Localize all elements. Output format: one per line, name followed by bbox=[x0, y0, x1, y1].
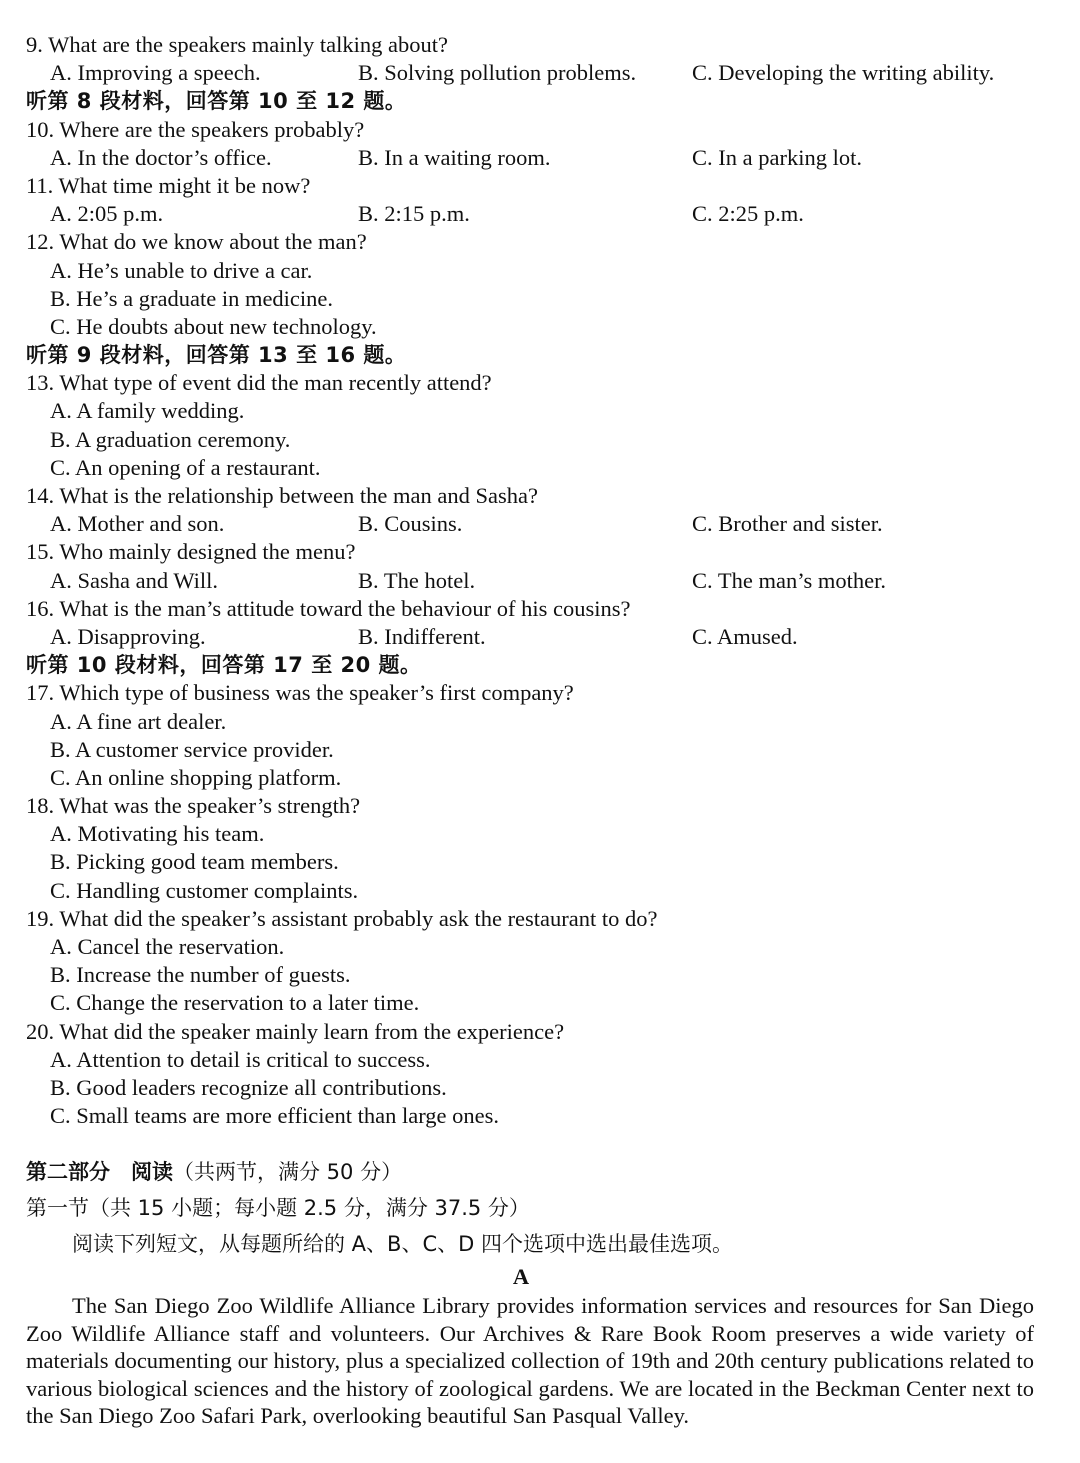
q10-option-c: C. In a parking lot. bbox=[692, 144, 862, 170]
section-1-heading: 第一节（共 15 小题；每小题 2.5 分，满分 37.5 分） bbox=[26, 1196, 530, 1221]
passage-label: A bbox=[512, 1264, 530, 1290]
q13-option-a: A. A family wedding. bbox=[50, 398, 245, 424]
q20-option-c: C. Small teams are more efficient than large ones. bbox=[50, 1103, 500, 1129]
q16-option-b: B. Indifferent. bbox=[358, 623, 486, 649]
question-10-options bbox=[26, 144, 1036, 172]
q19-option-a: A. Cancel the reservation. bbox=[50, 934, 285, 959]
question-11: 11. What time might it be now? bbox=[26, 172, 311, 198]
q14-option-c: C. Brother and sister. bbox=[692, 511, 883, 537]
question-15: 15. Who mainly designed the menu? bbox=[26, 539, 356, 565]
question-14: 14. What is the relationship between the man and Sasha? bbox=[26, 483, 538, 508]
part-2-score: （共两节，满分 50 分） bbox=[173, 1160, 403, 1185]
q17-option-b: B. A customer service provider. bbox=[50, 736, 334, 762]
question-20: 20. What did the speaker mainly learn from the experience? bbox=[26, 1018, 565, 1044]
q9-option-b: B. Solving pollution problems. bbox=[358, 60, 637, 86]
q14-option-b: B. Cousins. bbox=[358, 511, 463, 537]
question-15-options bbox=[26, 567, 1036, 595]
q20-option-a: A. Attention to detail is critical to success. bbox=[50, 1046, 431, 1072]
question-14-options bbox=[26, 510, 1036, 538]
q13-option-c: C. An opening of a restaurant. bbox=[50, 454, 321, 480]
q16-option-c: C. Amused. bbox=[692, 623, 798, 649]
q12-option-a: A. He’s unable to drive a car. bbox=[50, 257, 313, 283]
question-10: 10. Where are the speakers probably? bbox=[26, 116, 365, 142]
q12-option-c: C. He doubts about new technology. bbox=[50, 313, 377, 339]
q19-option-b: B. Increase the number of guests. bbox=[50, 962, 351, 988]
section-8-heading: 听第 8 段材料，回答第 10 至 12 题。 bbox=[26, 89, 407, 114]
part-2-heading bbox=[26, 1154, 1036, 1190]
q13-option-b: B. A graduation ceremony. bbox=[50, 426, 291, 452]
exam-page bbox=[26, 31, 1036, 1430]
question-16: 16. What is the man’s attitude toward the behaviour of his cousins? bbox=[26, 595, 631, 621]
q18-option-a: A. Motivating his team. bbox=[50, 821, 265, 847]
q16-option-a: A. Disapproving. bbox=[50, 623, 206, 649]
q17-option-c: C. An online shopping platform. bbox=[50, 764, 342, 790]
question-19: 19. What did the speaker’s assistant probably ask the restaurant to do? bbox=[26, 905, 658, 931]
reading-instruction: 阅读下列短文，从每题所给的 A、B、C、D 四个选项中选出最佳选项。 bbox=[72, 1232, 733, 1257]
question-9: 9. What are the speakers mainly talking about? bbox=[26, 32, 448, 57]
part-2-title: 第二部分 阅读 bbox=[26, 1160, 173, 1185]
question-18: 18. What was the speaker’s strength? bbox=[26, 793, 361, 819]
q9-option-c: C. Developing the writing ability. bbox=[692, 60, 995, 86]
q18-option-b: B. Picking good team members. bbox=[50, 849, 339, 875]
q14-option-a: A. Mother and son. bbox=[50, 511, 225, 537]
question-11-options bbox=[26, 200, 1036, 228]
q10-option-b: B. In a waiting room. bbox=[358, 144, 551, 170]
passage-a-text: The San Diego Zoo Wildlife Alliance Library provides information services and resources for San Diego Zoo Wildlife Alliance staff and volunteers. Our Archives & Rare Book Room preserves a wide variety of materials documenting our history, plus a specialized collection of 19th and 20th century publications related to various biological sciences and the history of zoological gardens. We are located in the Beckman Center next to the San Diego Zoo Safari Park, overlooking beautiful San Pasqual Valley. bbox=[26, 1293, 1034, 1429]
q19-option-c: C. Change the reservation to a later time. bbox=[50, 990, 420, 1016]
q20-option-b: B. Good leaders recognize all contributions. bbox=[50, 1074, 447, 1100]
question-16-options bbox=[26, 623, 1036, 651]
q11-option-b: B. 2:15 p.m. bbox=[358, 201, 470, 227]
question-17: 17. Which type of business was the speaker’s first company? bbox=[26, 680, 574, 706]
question-12: 12. What do we know about the man? bbox=[26, 229, 367, 255]
question-9-options bbox=[26, 59, 1036, 87]
q18-option-c: C. Handling customer complaints. bbox=[50, 877, 359, 903]
q15-option-a: A. Sasha and Will. bbox=[50, 567, 219, 593]
q9-option-a: A. Improving a speech. bbox=[50, 60, 261, 86]
q12-option-b: B. He’s a graduate in medicine. bbox=[50, 285, 334, 311]
q17-option-a: A. A fine art dealer. bbox=[50, 708, 227, 734]
q11-option-c: C. 2:25 p.m. bbox=[692, 201, 804, 227]
q10-option-a: A. In the doctor’s office. bbox=[50, 144, 272, 170]
q15-option-c: C. The man’s mother. bbox=[692, 567, 886, 593]
question-13: 13. What type of event did the man recently attend? bbox=[26, 370, 492, 396]
section-10-heading: 听第 10 段材料，回答第 17 至 20 题。 bbox=[26, 653, 422, 678]
q11-option-a: A. 2:05 p.m. bbox=[50, 201, 164, 227]
q15-option-b: B. The hotel. bbox=[358, 567, 476, 593]
section-9-heading: 听第 9 段材料，回答第 13 至 16 题。 bbox=[26, 343, 407, 368]
